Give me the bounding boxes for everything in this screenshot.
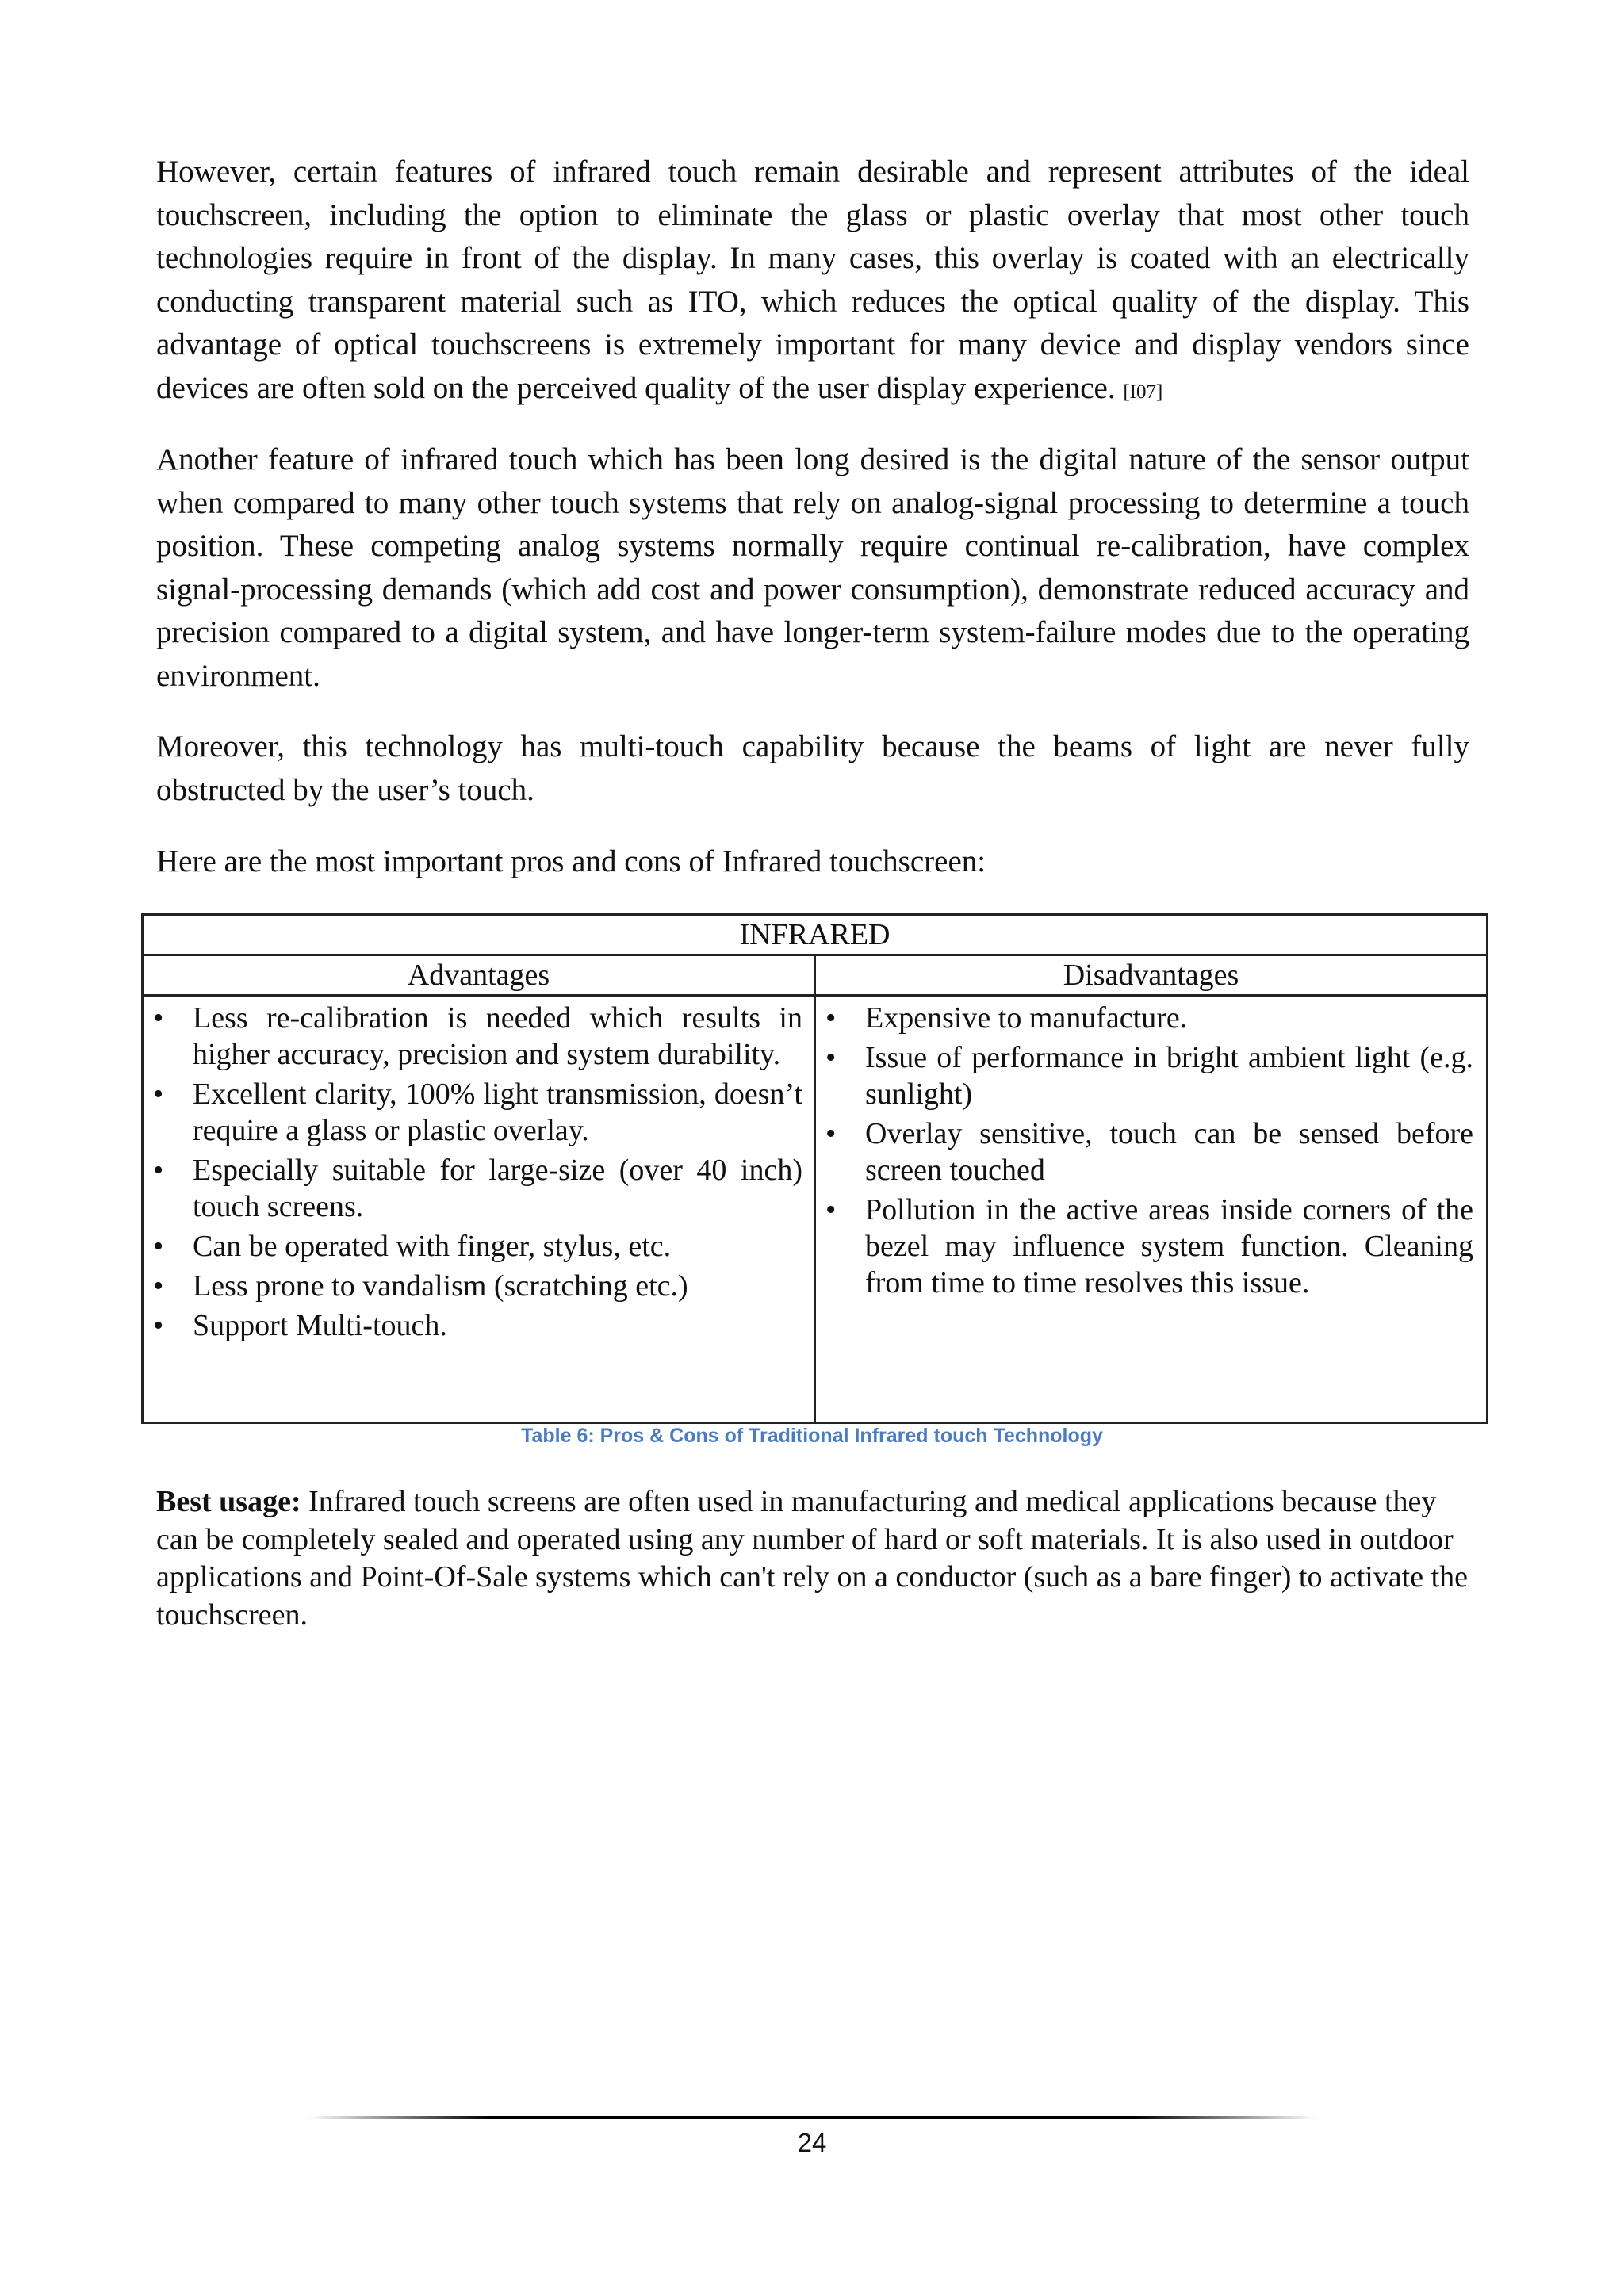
bullet-icon: • [825,1041,837,1074]
table-title: INFRARED [143,915,1488,955]
paragraph-ideal-touchscreen [156,151,1469,414]
best-usage-text: Infrared touch screens are often used in manufacturing and medical applications because they can be completely sealed and operated using any number of hard or soft materials. It is also used in outdoor applications and Point-Of-Sale systems which can't rely on a conductor (such as a bare finger) to activate the touchscreen. [156,1485,1469,1632]
disadvantage-item [816,1115,1473,1188]
advantage-item [144,1228,802,1265]
advantage-text: Can be operated with finger, stylus, etc. [193,1230,672,1263]
disadvantage-text: Issue of performance in bright ambient light (e.g. sunlight) [865,1041,1473,1111]
advantage-item [144,1000,802,1073]
disadvantage-item [816,1039,1473,1112]
best-usage-paragraph [156,1483,1473,1634]
disadvantages-cell [815,996,1488,1423]
disadvantage-text: Pollution in the active areas inside corners of the bezel may influence system function. Cleaning from time to time resolves this issue. [865,1193,1473,1299]
bullet-icon: • [153,1077,164,1111]
advantage-item [144,1076,802,1149]
advantage-text: Especially suitable for large-size (over 40 inch) touch screens. [193,1154,802,1223]
disadvantage-text: Overlay sensitive, touch can be sensed before screen touched [865,1117,1473,1187]
best-usage-label: Best usage: [156,1485,301,1518]
paragraph-multi-touch: Moreover, this technology has multi-touch capability because the beams of light are never fully obstructed by the user’s touch. [156,729,1469,807]
pros-cons-table [141,913,1488,1424]
bullet-icon: • [153,1309,164,1342]
advantage-text: Less prone to vandalism (scratching etc.) [193,1269,688,1303]
disadvantages-header: Disadvantages [815,955,1488,996]
bullet-icon: • [825,1117,837,1150]
bullet-icon: • [153,1154,164,1187]
advantages-cell [143,996,815,1423]
advantage-text: Excellent clarity, 100% light transmission, doesn’t require a glass or plastic overlay. [193,1077,802,1147]
advantage-item [144,1307,802,1344]
disadvantage-item [816,1192,1473,1301]
citation-reference: [I07] [1123,381,1163,403]
page-number: 24 [797,2128,827,2157]
disadvantages-list [816,997,1486,1301]
footer-divider [308,2116,1316,2119]
advantage-item [144,1152,802,1225]
paragraph-digital-nature: Another feature of infrared touch which has been long desired is the digital nature of the sensor output when compared to many other touch systems that rely on analog-signal processing to determine a touch position. These competing analog systems normally require continual re-calibration, have complex signal-processing demands (which add cost and power consumption), demonstrate reduced accuracy and precision compared to a digital system, and have longer-term system-failure modes due to the operating environment. [156,442,1469,693]
bullet-icon: • [153,1269,164,1303]
advantage-text: Less re-calibration is needed which results in higher accuracy, precision and system durability. [193,1001,802,1071]
disadvantage-item [816,1000,1473,1036]
bullet-icon: • [153,1230,164,1263]
paragraph-pros-cons-intro: Here are the most important pros and cons of Infrared touchscreen: [156,844,986,878]
advantage-text: Support Multi-touch. [193,1309,447,1342]
bullet-icon: • [825,1193,837,1226]
bullet-icon: • [153,1001,164,1035]
bullet-icon: • [825,1001,837,1035]
advantages-list [144,997,814,1344]
paragraph-text: However, certain features of infrared touch remain desirable and represent attributes of the ideal touchscreen, including the option to eliminate the glass or plastic overlay that most other touch technologies require in front of the display. In many cases, this overlay is coated with an electrically conducting transparent material such as ITO, which reduces the optical quality of the display. This advantage of optical touchscreens is extremely important for many device and display vendors since devices are often sold on the perceived quality of the user display experience. [156,155,1469,405]
table-caption: Table 6: Pros & Cons of Traditional Infrared touch Technology [521,1425,1103,1447]
advantage-item [144,1268,802,1304]
advantages-header: Advantages [143,955,815,996]
disadvantage-text: Expensive to manufacture. [865,1001,1188,1035]
